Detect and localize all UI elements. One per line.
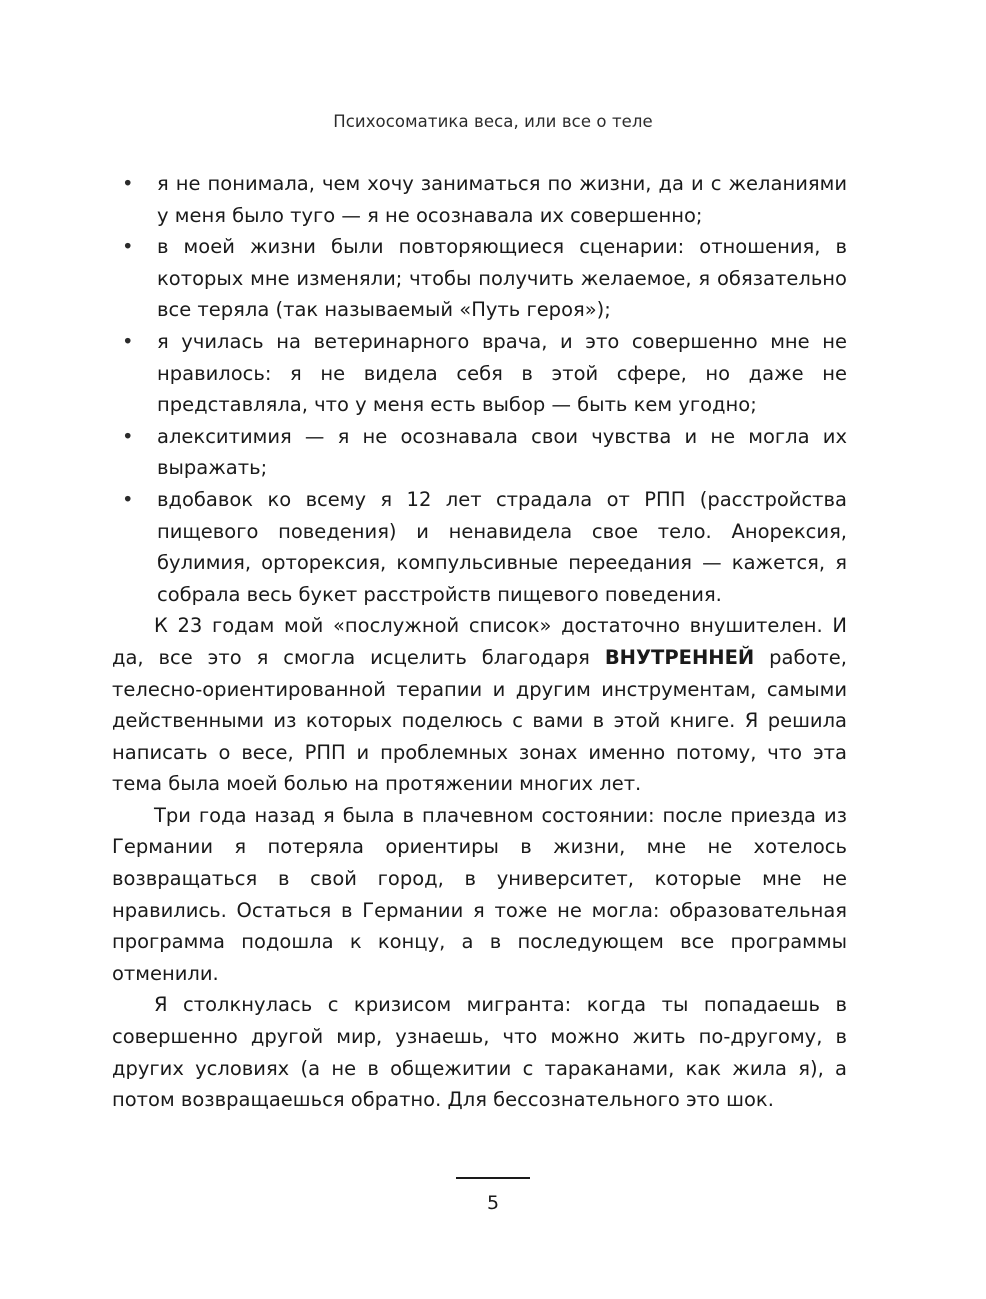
list-item-text: в моей жизни были повторяющиеся сценарии: отношения, в которых мне изменяли; чтобы получить желаемое, я обязательно все теряла (так называемый «Путь героя»); [157,235,847,322]
paragraph-2: Три года назад я была в плачевном состоянии: после приезда из Германии я потеряла ориентиры в жизни, мне не хотелось возвращаться в свой город, в университет, которые мне не нравились. Остаться в Германии я тоже не могла: образовательная программа подошла к концу, а в последующем все программы отменили. [112,803,847,985]
bullet-icon: • [122,172,134,195]
list-item-text: алекситимия — я не осознавала свои чувства и не могла их выражать; [157,424,847,480]
emphasis-internal: ВНУТРЕННЕЙ [604,645,755,669]
paragraph-1-part-a: К 23 годам мой «послужной список» достаточно внушителен. И да, все это я смогла исцелить благодаря [112,614,847,669]
list-item [112,484,847,610]
paragraph-1-part-b: работе, телесно-ориентированной терапии и другим инструментам, самыми действенными из которых поделюсь с вами в этой книге. Я решила написать о весе, РПП и проблемных зонах именно потому, что эта тема была моей болью на протяжении многих лет. [112,645,847,796]
bullet-icon: • [122,329,134,353]
list-item [112,326,847,421]
paragraph-1 [112,610,847,800]
list-item [112,231,847,326]
footer-divider [456,1177,530,1179]
list-item-text: я училась на ветеринарного врача, и это совершенно мне не нравилось: я не видела себя в этой сфере, но даже не представляла, что у меня есть выбор — быть кем угодно; [157,329,847,417]
bullet-icon: • [122,424,134,448]
bullet-list [112,168,847,610]
list-item [112,168,847,231]
list-item [112,421,847,484]
list-item-text: я не понимала, чем хочу заниматься по жизни, да и с желаниями у меня было туго — я не осознавала их совершенно; [157,172,847,227]
page-content [112,168,847,1116]
page-number: 5 [486,1192,500,1214]
bullet-icon: • [122,487,134,511]
running-head: Психосоматика веса, или все о теле [333,112,653,131]
paragraph-3: Я столкнулась с кризисом мигранта: когда ты попадаешь в совершенно другой мир, узнаешь, что можно жить по-другому, в других условиях (а не в общежитии с тараканами, как жила я), а потом возвращаешься обратно. Для бессознательного это шок. [112,993,847,1112]
bullet-icon: • [122,235,134,259]
list-item-text: вдобавок ко всему я 12 лет страдала от РПП (расстройства пищевого поведения) и ненавидела свое тело. Анорексия, булимия, орторексия, компульсивные переедания — кажется, я собрала весь букет расстройств пищевого поведения. [157,487,847,606]
